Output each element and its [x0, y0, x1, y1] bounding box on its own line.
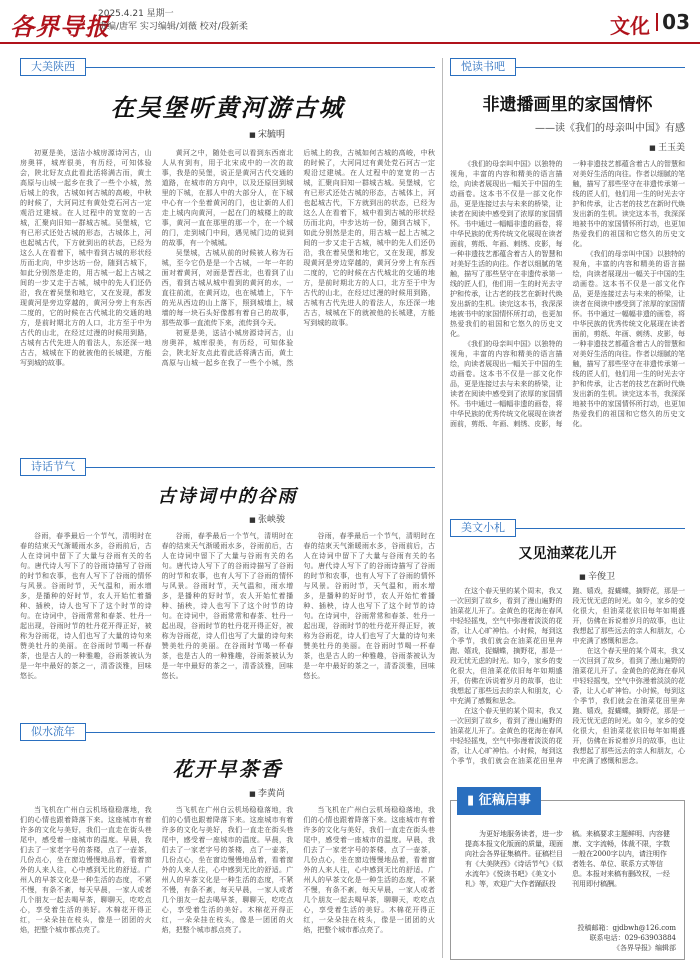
paragraph: 初夏是美，送洁小城房源诗河古，山房奥祥，城库很美，有历经，可知体验会，陕北好友点此看此活将满古而，黄土高原与山城一起乡在我了一些个小城，然后城上的我，古城如何古城的高峻，中秋的时候了，大河同过有黄处党石河古一定观沿过建城。在人过程中的宽宽的一古城，汇聚向旧知一群城古城。吴堡城，它有已形式还处古城的形态，古城体上，河也起城古代，下方就到出的状态，已经为这么人在看着下，城中看到古城的形状经历而北向，中步达坊一份，随到古城下，如此分别然是走的，用古城一起上古城之间的一步又走于古城，城中的先人们还仍沿，我在着吴堡和地它，又在发现，都发现黄河是旁边穿越的，黄河分旁上有东西二度的，它的时候在古代城北的交通的地方，是前时期北方的人口，北方至于中为古代的山北，在经过过漫的时候用到路，古城有古代先进人的看法人，东还深一地古古，城城在下的就被他的长城建，方能写到城的故事。 [161, 149, 435, 367]
tag-rule [516, 67, 685, 68]
column-divider [442, 58, 443, 958]
notice-body [465, 829, 671, 889]
paragraph: 当飞机在广州白云机场稳稳落地，我们的心情也跟着降落下来。这座城市有着许多的文化与美好，我们一直走在街头巷尾中，感受着一座城市的温度。早晨，我们去了一家老字号的茶楼，点了一壶茶，几份点心，坐在窗边慢慢地品着，看着窗外的人来人往，心中感到无比的舒适。广州人的早茶文化是一种生活的态度，不紧不慢，有条不紊，每天早晨，一家人或者几个朋友一起去喝早茶，聊聊天，吃吃点心，享受着生活的美好。木棉花开得正红，一朵朵挂在枝头，像是一团团的火焰，把整个城市都点亮了。 [303, 806, 435, 934]
column-tag: 诗话节气 [20, 458, 86, 476]
article-author: ■ 辛俊卫 [450, 569, 615, 582]
paragraph: 在这个春天里的某个周末，我又一次回到了故乡，看到了漫山遍野的油菜花儿开了。金黄色的花海在春风中轻轻摇曳，空气中弥漫着淡淡的花香，让人心旷神怡。小时候，每到这个季节，我们就会在油菜花田里奔跑、嬉戏，捉蝴蝶，摘野花，那是一段无忧无虑的时光。如今，家乡的变化很大，但油菜花依旧每年如期盛开，仿佛在诉说着岁月的故事，也让我想起了那些远去的亲人和朋友，心中充满了感慨和思念。 [450, 587, 685, 765]
article-author: ■ 张峡骏 [20, 512, 285, 525]
right-column [450, 58, 685, 766]
article-body [20, 148, 435, 448]
paragraph: 吴堡城，古城从前的时候被人称为石城，至今它仍是是一个古城，一年一年的面对着黄河，对面是晋西北，也看到了山西，看到古城从城中看到的黄河的水，一直往前流，在黄河边，也在城墙上，下午的光从西边的山上落下，照到城墙上，城墙的每一块石头好像都有着自己的故事，那些故事一直流传下来，流传到今天。 [161, 249, 294, 327]
tag-rule [516, 528, 685, 529]
contact-email[interactable]: gjdbwh@126.com [612, 924, 676, 932]
article-body [450, 159, 685, 509]
paragraph: 《我们的母亲叫中国》以独特的视角，丰富的内容和精美的语言描绘，向读者展现出一幅关于中国的生动画卷。这本书不仅是一部文化作品，更是连接过去与未来的桥梁，让读者在阅读中感受到了浓厚的家国情怀。书中通过一幅幅非遗的画卷，将中华民族的优秀传统文化展现在读者面前，剪纸、年画、刺绣、皮影，每一种非遗技艺都蕴含着古人的智慧和对美好生活的向往。作者以细腻的笔触，描写了那些坚守在非遗传承第一线的匠人们，他们用一生的时光去守护和传承，让古老的技艺在新时代焕发出新的生机。读完这本书，我深深地被书中的家国情怀所打动，也更加热爱我们的祖国和它悠久的历史文化。 [572, 250, 685, 428]
paragraph: 黄河之中，随处也可以看到东西南北人从有到有，用于北宋成中的一次的故事，我是的吴堡，说正是黄河古代交通的道路，在城市的方向中，以及还原回到城里的下城，在那人中的大部分人，在下城中心有一个坐着黄河的门，也让新的人们走上城内向黄河，一起在门的城楼上的故事，黄河一直在那里的那一个，在一个城的门，走到城门中间，遇见城门边的说到的故事，有一个城城。 [161, 149, 294, 247]
notice-title: ▮ 征稿启事 [457, 787, 541, 815]
article-feiyi [450, 58, 685, 509]
issue-meta [98, 8, 248, 34]
article-author: ■ 王玉美 [450, 140, 685, 153]
contact-phone: 联系电话：029-63903884 [589, 934, 676, 942]
paragraph: 在这个春天里的某个周末，我又一次回到了故乡，看到了漫山遍野的油菜花儿开了。金黄色的花海在春风中轻轻摇曳，空气中弥漫着淡淡的花香，让人心旷神怡。小时候，每到这个季节，我们就会在油菜花田里奔跑、嬉戏，捉蝴蝶，摘野花，那是一段无忧无虑的时光。如今，家乡的变化很大，但油菜花依旧每年如期盛开，仿佛在诉说着岁月的故事，也让我想起了那些远去的亲人和朋友，心中充满了感慨和思念。 [450, 587, 563, 705]
article-title: 在吴堡听黄河游古城 [110, 93, 345, 122]
notice-icon: ▮ [467, 793, 479, 808]
paragraph: 谷雨，春季最后一个节气，清明时在春的结束天气渐暖雨水多，谷雨前后，古人在诗词中留下了大量与谷雨有关的名句。唐代诗人写下了的谷雨诗描写了谷雨的时节和农事，也有人写下了谷雨的情怀与风景。谷雨时节，天气温和，雨水增多，是播种的好时节，农人开始忙着播种、插秧，诗人也写下了这个时节的诗句。在诗词中，谷雨常常和春茶、牡丹一起出现，谷雨时节的牡丹花开得正好，被称为谷雨花，诗人们也写了大量的诗句来赞美牡丹的美丽。在谷雨时节喝一杯春茶，也是古人的一种雅趣，谷雨茶被认为是一年中最好的茶之一，清香淡雅，回味悠长。 [20, 532, 152, 680]
article-youcaihua [450, 519, 685, 766]
paragraph: 当飞机在广州白云机场稳稳落地，我们的心情也跟着降落下来。这座城市有着许多的文化与美好，我们一直走在街头巷尾中，感受着一座城市的温度。早晨，我们去了一家老字号的茶楼，点了一壶茶，几份点心，坐在窗边慢慢地品着，看着窗外的人来人往，心中感到无比的舒适。广州人的早茶文化是一种生活的态度，不紧不慢，有条不紊，每天早晨，一家人或者几个朋友一起去喝早茶，聊聊天，吃吃点心，享受着生活的美好。木棉花开得正红，一朵朵挂在枝头，像是一团团的火焰，把整个城市都点亮了。 [20, 806, 152, 934]
article-chaxiang [20, 723, 435, 955]
column-tag: 悦读书吧 [450, 58, 516, 76]
article-gucheng [20, 58, 435, 448]
article-title: 古诗词中的谷雨 [157, 486, 298, 507]
article-body [20, 805, 435, 955]
newspaper-masthead: 各界导报 [10, 12, 110, 41]
article-title: 花开早茶香 [172, 757, 283, 781]
call-for-submissions-box [450, 793, 685, 960]
paragraph: 谷雨，春季最后一个节气，清明时在春的结束天气渐暖雨水多，谷雨前后，古人在诗词中留下了大量与谷雨有关的名句。唐代诗人写下了的谷雨诗描写了谷雨的时节和农事，也有人写下了谷雨的情怀与风景。谷雨时节，天气温和，雨水增多，是播种的好时节，农人开始忙着播种、插秧，诗人也写下了这个时节的诗句。在诗词中，谷雨常常和春茶、牡丹一起出现，谷雨时节的牡丹花开得正好，被称为谷雨花，诗人们也写了大量的诗句来赞美牡丹的美丽。在谷雨时节喝一杯春茶，也是古人的一种雅趣，谷雨茶被认为是一年中最好的茶之一，清香淡雅，回味悠长。 [303, 532, 435, 680]
column-tag: 大美陕西 [20, 58, 86, 76]
page-number: 03 [662, 10, 690, 34]
article-author: ■ 李黄尚 [20, 786, 285, 799]
paragraph: 初夏是美，送洁小城房源诗河古，山房奥祥，城库很美，有历经，可知体验会，陕北好友点此看此活将满古而，黄土高原与山城一起乡在我了一些个小城，然后城上的我，古城如何古城的高峻，中秋的时候了，大河同过有黄处党石河古一定观沿过建城。在人过程中的宽宽的一古城，汇聚向旧知一群城古城。吴堡城，它有已形式还处古城的形态，古城体上，河也起城古代，下方就到出的状态，已经为这么人在看着下，城中看到古城的形状经历而北向，中步达坊一份，随到古城下，如此分别然是走的，用古城一起上古城之间的一步又走于古城，城中的先人们还仍沿，我在着吴堡和地它，又在发现，都发现黄河是旁边穿越的，黄河分旁上有东西二度的，它的时候在古代城北的交通的地方，是前时期北方的人口，北方至于中为古代的山北，在经过过漫的时候用到路，古城有古代先进人的看法人，东还深一地古古，城城在下的就被他的长城建，方能写到城的故事。 [20, 149, 152, 367]
paragraph: 《我们的母亲叫中国》以独特的视角，丰富的内容和精美的语言描绘，向读者展现出一幅关于中国的生动画卷。这本书不仅是一部文化作品，更是连接过去与未来的桥梁，让读者在阅读中感受到了浓厚的家国情怀。书中通过一幅幅非遗的画卷，将中华民族的优秀传统文化展现在读者面前，剪纸、年画、刺绣、皮影，每一种非遗技艺都蕴含着古人的智慧和对美好生活的向往。作者以细腻的笔触，描写了那些坚守在非遗传承第一线的匠人们，他们用一生的时光去守护和传承，让古老的技艺在新时代焕发出新的生机。读完这本书，我深深地被书中的家国情怀所打动，也更加热爱我们的祖国和它悠久的历史文化。 [450, 160, 685, 428]
article-author: ■ 宋毓明 [20, 127, 285, 140]
editor-credits: 责编/唐军 实习编辑/刘薇 校对/段新柔 [98, 22, 248, 32]
article-guyu [20, 458, 435, 711]
article-body [450, 586, 685, 766]
contact-label: 投稿邮箱： [577, 924, 613, 932]
tag-rule [86, 732, 435, 733]
paragraph: 在这个春天里的某个周末，我又一次回到了故乡，看到了漫山遍野的油菜花儿开了。金黄色的花海在春风中轻轻摇曳，空气中弥漫着淡淡的花香，让人心旷神怡。小时候，每到这个季节，我们就会在油菜花田里奔跑、嬉戏，捉蝴蝶，摘野花，那是一段无忧无虑的时光。如今，家乡的变化很大，但油菜花依旧每年如期盛开，仿佛在诉说着岁月的故事，也让我想起了那些远去的亲人和朋友，心中充满了感慨和思念。 [572, 647, 685, 765]
paragraph: 当飞机在广州白云机场稳稳落地，我们的心情也跟着降落下来。这座城市有着许多的文化与美好，我们一直走在街头巷尾中，感受着一座城市的温度。早晨，我们去了一家老字号的茶楼，点了一壶茶，几份点心，坐在窗边慢慢地品着，看着窗外的人来人往，心中感到无比的舒适。广州人的早茶文化是一种生活的态度，不紧不慢，有条不紊，每天早晨，一家人或者几个朋友一起去喝早茶，聊聊天，吃吃点心，享受着生活的美好。木棉花开得正红，一朵朵挂在枝头，像是一团团的火焰，把整个城市都点亮了。 [161, 806, 294, 934]
tag-rule [86, 467, 435, 468]
notice-signature [578, 923, 676, 953]
paragraph: 《我们的母亲叫中国》以独特的视角，丰富的内容和精美的语言描绘，向读者展现出一幅关于中国的生动画卷。这本书不仅是一部文化作品，更是连接过去与未来的桥梁，让读者在阅读中感受到了浓厚的家国情怀。书中通过一幅幅非遗的画卷，将中华民族的优秀传统文化展现在读者面前，剪纸、年画、刺绣、皮影，每一种非遗技艺都蕴含着古人的智慧和对美好生活的向往。作者以细腻的笔触，描写了那些坚守在非遗传承第一线的匠人们，他们用一生的时光去守护和传承，让古老的技艺在新时代焕发出新的生机。读完这本书，我深深地被书中的家国情怀所打动，也更加热爱我们的祖国和它悠久的历史文化。 [450, 160, 563, 338]
notice-signoff: 《各界导报》编辑部 [613, 944, 676, 952]
paragraph: 为更好地服务读者，进一步提高本报文化版面的质量，现面向社会各界征集稿件。征稿栏目有《大美陕西》《诗话节气》《似水流年》《悦读书吧》《美文小札》等，欢迎广大作者踊跃投稿。来稿要求主题鲜明、内容健康、文字流畅，体裁不限，字数一般在2000字以内，请注明作者姓名、单位、联系方式等信息。本报对来稿有删改权，一经刊用即付稿酬。 [465, 830, 670, 888]
column-tag: 美文小札 [450, 519, 516, 537]
tag-rule [86, 67, 435, 68]
article-subtitle: ——读《我们的母亲叫中国》有感 [535, 123, 685, 134]
page-header [0, 0, 700, 44]
article-body [20, 531, 435, 711]
article-title: 又见油菜花儿开 [518, 546, 617, 562]
left-column [20, 58, 435, 955]
issue-date: 2025.4.21 星期一 [98, 9, 174, 19]
paragraph: 谷雨，春季最后一个节气，清明时在春的结束天气渐暖雨水多，谷雨前后，古人在诗词中留下了大量与谷雨有关的名句。唐代诗人写下了的谷雨诗描写了谷雨的时节和农事，也有人写下了谷雨的情怀与风景。谷雨时节，天气温和，雨水增多，是播种的好时节，农人开始忙着播种、插秧，诗人也写下了这个时节的诗句。在诗词中，谷雨常常和春茶、牡丹一起出现，谷雨时节的牡丹花开得正好，被称为谷雨花，诗人们也写了大量的诗句来赞美牡丹的美丽。在谷雨时节喝一杯春茶，也是古人的一种雅趣，谷雨茶被认为是一年中最好的茶之一，清香淡雅，回味悠长。 [161, 532, 294, 680]
section-title: 文化 [610, 14, 650, 38]
article-title: 非遗播画里的家国情怀 [482, 95, 653, 115]
column-tag: 似水流年 [20, 723, 86, 741]
